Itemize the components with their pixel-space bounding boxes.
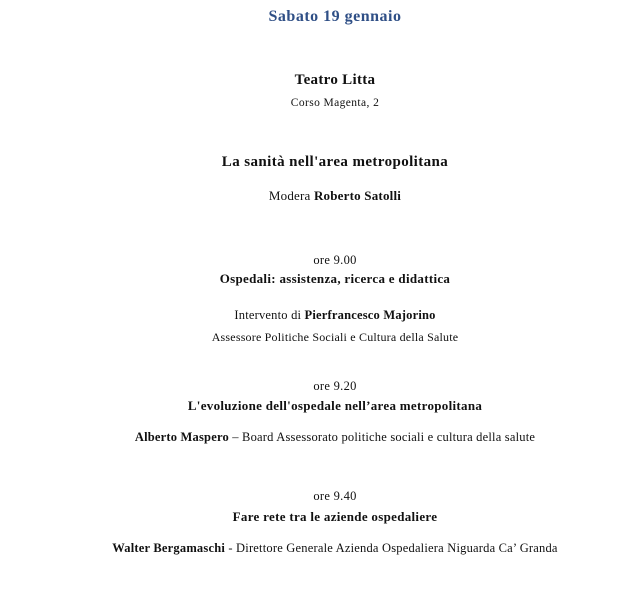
event-date: Sabato 19 gennaio (268, 8, 402, 25)
session-1-intro: Intervento di (234, 308, 305, 322)
moderator-line (0, 188, 640, 204)
session-3-time: ore 9.40 (313, 489, 357, 503)
session-3-title: Fare rete tra le aziende ospedaliere (232, 509, 438, 524)
session-1-speaker: Pierfrancesco Majorino (304, 308, 436, 322)
session-3-separator: - (225, 541, 237, 555)
moderator-name: Roberto Satolli (313, 188, 402, 203)
session-1-role: Assessore Politiche Sociali e Cultura della Salute (211, 330, 459, 344)
venue-address: Corso Magenta, 2 (290, 97, 380, 109)
event-title: La sanità nell'area metropolitana (221, 154, 449, 170)
session-3-speaker: Walter Bergamaschi (112, 541, 226, 555)
session-2-title: L'evoluzione dell'ospedale nell’area metropolitana (187, 398, 483, 413)
session-1-title: Ospedali: assistenza, ricerca e didattica (219, 271, 451, 286)
session-3-role: Direttore Generale Azienda Ospedaliera Niguarda Ca’ Granda (236, 541, 558, 555)
moderator-prefix: Modera (268, 188, 314, 203)
session-2-separator: – (228, 430, 243, 444)
session-2-role: Board Assessorato politiche sociali e cultura della salute (242, 430, 536, 444)
session-1-time: ore 9.00 (313, 253, 357, 267)
session-2-speaker-line (0, 430, 640, 445)
session-2-time: ore 9.20 (313, 379, 357, 393)
session-1-speaker-line (0, 308, 640, 323)
session-2-speaker: Alberto Maspero (134, 430, 229, 444)
session-3-speaker-line (0, 541, 640, 556)
venue-name: Teatro Litta (294, 72, 376, 88)
